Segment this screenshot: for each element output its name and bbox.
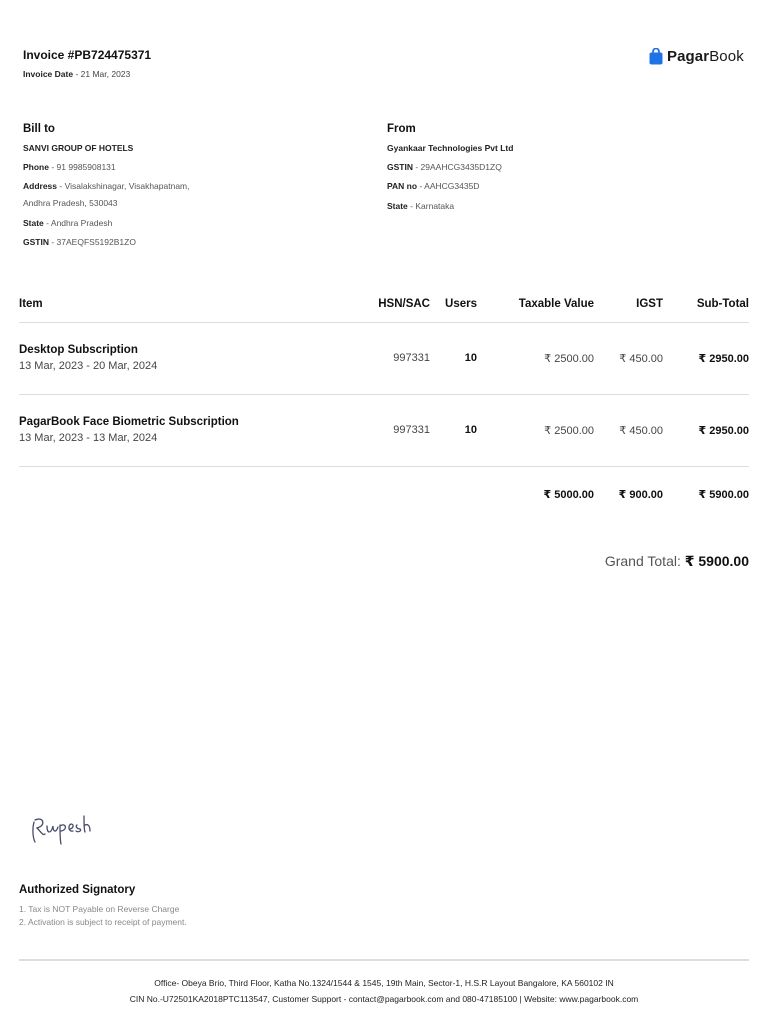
logo-text <box>667 48 744 65</box>
row2-item-name: PagarBook Face Biometric Subscription <box>19 416 239 428</box>
bill-to-gstin <box>23 237 136 247</box>
footer-contact: CIN No.-U72501KA2018PTC113547, Customer Support - contact@pagarbook.com and 080-47185100 | Website: www.pagarbook.com <box>129 994 639 1004</box>
invoice-number: Invoice #PB724475371 <box>23 48 152 62</box>
col-header-igst: IGST <box>636 298 663 310</box>
from-title: From <box>387 123 416 135</box>
total-taxable: ₹ 5000.00 <box>543 489 594 501</box>
from-gstin-label: GSTIN <box>387 162 413 172</box>
from-gstin-value: - 29AAHCG3435D1ZQ <box>415 162 502 172</box>
logo-text-bold: Pagar <box>667 48 710 65</box>
bill-to-state-value: - Andhra Pradesh <box>46 218 113 228</box>
col-header-taxable: Taxable Value <box>518 298 594 310</box>
row1-hsn: 997331 <box>393 352 430 364</box>
bill-to-address <box>23 181 190 191</box>
grand-total-label: Grand Total: <box>604 553 681 569</box>
pagarbook-logo <box>649 48 744 65</box>
row1-item-dates: 13 Mar, 2023 - 20 Mar, 2024 <box>19 360 158 372</box>
bill-to-phone <box>23 162 116 172</box>
footer-divider <box>19 959 749 961</box>
row1-taxable: ₹ 2500.00 <box>544 353 594 365</box>
invoice-date <box>23 69 130 79</box>
from-pan-label: PAN no <box>387 181 418 191</box>
from-gstin <box>387 162 502 172</box>
col-header-users: Users <box>445 298 477 310</box>
bill-to-gstin-value: - 37AEQFS5192B1ZO <box>51 237 136 247</box>
from-pan <box>387 181 479 191</box>
shopping-bag-icon <box>649 48 663 65</box>
col-header-subtotal: Sub-Total <box>696 298 749 310</box>
row2-igst: ₹ 450.00 <box>619 425 663 437</box>
row1-users: 10 <box>464 352 477 364</box>
row2-users: 10 <box>464 424 477 436</box>
from-state-label: State <box>387 201 408 211</box>
from-pan-value: - AAHCG3435D <box>419 181 480 191</box>
bill-to-phone-value: - 91 9985908131 <box>51 162 116 172</box>
logo-text-rest: Book <box>709 48 744 65</box>
bill-to-gstin-label: GSTIN <box>23 237 49 247</box>
bill-to-phone-label: Phone <box>23 162 49 172</box>
bill-to-name: SANVI GROUP OF HOTELS <box>23 143 134 153</box>
bill-to-address-line1: - Visalakshinagar, Visakhapatnam, <box>59 181 190 191</box>
row2-taxable: ₹ 2500.00 <box>544 425 594 437</box>
table-divider <box>19 322 749 323</box>
signature-image <box>30 812 114 846</box>
from-name: Gyankaar Technologies Pvt Ltd <box>387 143 514 153</box>
from-state <box>387 201 454 211</box>
authorized-signatory: Authorized Signatory <box>19 884 136 896</box>
grand-total <box>605 553 749 570</box>
col-header-item: Item <box>19 298 43 310</box>
row2-item-dates: 13 Mar, 2023 - 13 Mar, 2024 <box>19 432 158 444</box>
grand-total-value: ₹ 5900.00 <box>684 553 749 569</box>
table-divider <box>19 466 749 467</box>
bill-to-address-line2: Andhra Pradesh, 530043 <box>23 198 118 208</box>
row1-item-name: Desktop Subscription <box>19 344 138 356</box>
total-subtotal: ₹ 5900.00 <box>698 489 749 501</box>
total-igst: ₹ 900.00 <box>618 489 663 501</box>
bill-to-state-label: State <box>23 218 44 228</box>
footer-office-address: Office- Obeya Brio, Third Floor, Katha No.1324/1544 & 1545, 19th Main, Sector-1, H.S.R Layout Bangalore, KA 560102 IN <box>154 978 614 988</box>
note-1: 1. Tax is NOT Payable on Reverse Charge <box>19 904 180 914</box>
row2-subtotal: ₹ 2950.00 <box>698 425 749 437</box>
bill-to-state <box>23 218 112 228</box>
bill-to-address-label: Address <box>23 181 58 191</box>
row1-igst: ₹ 450.00 <box>619 353 663 365</box>
invoice-date-label: Invoice Date <box>23 69 74 79</box>
note-2: 2. Activation is subject to receipt of payment. <box>19 917 187 927</box>
table-divider <box>19 394 749 395</box>
bill-to-title: Bill to <box>23 123 55 135</box>
row1-subtotal: ₹ 2950.00 <box>698 353 749 365</box>
row2-hsn: 997331 <box>393 424 430 436</box>
handwritten-signature <box>30 812 114 851</box>
invoice-date-value: - 21 Mar, 2023 <box>75 69 131 79</box>
from-state-value: - Karnataka <box>410 201 455 211</box>
col-header-hsn: HSN/SAC <box>378 298 430 310</box>
